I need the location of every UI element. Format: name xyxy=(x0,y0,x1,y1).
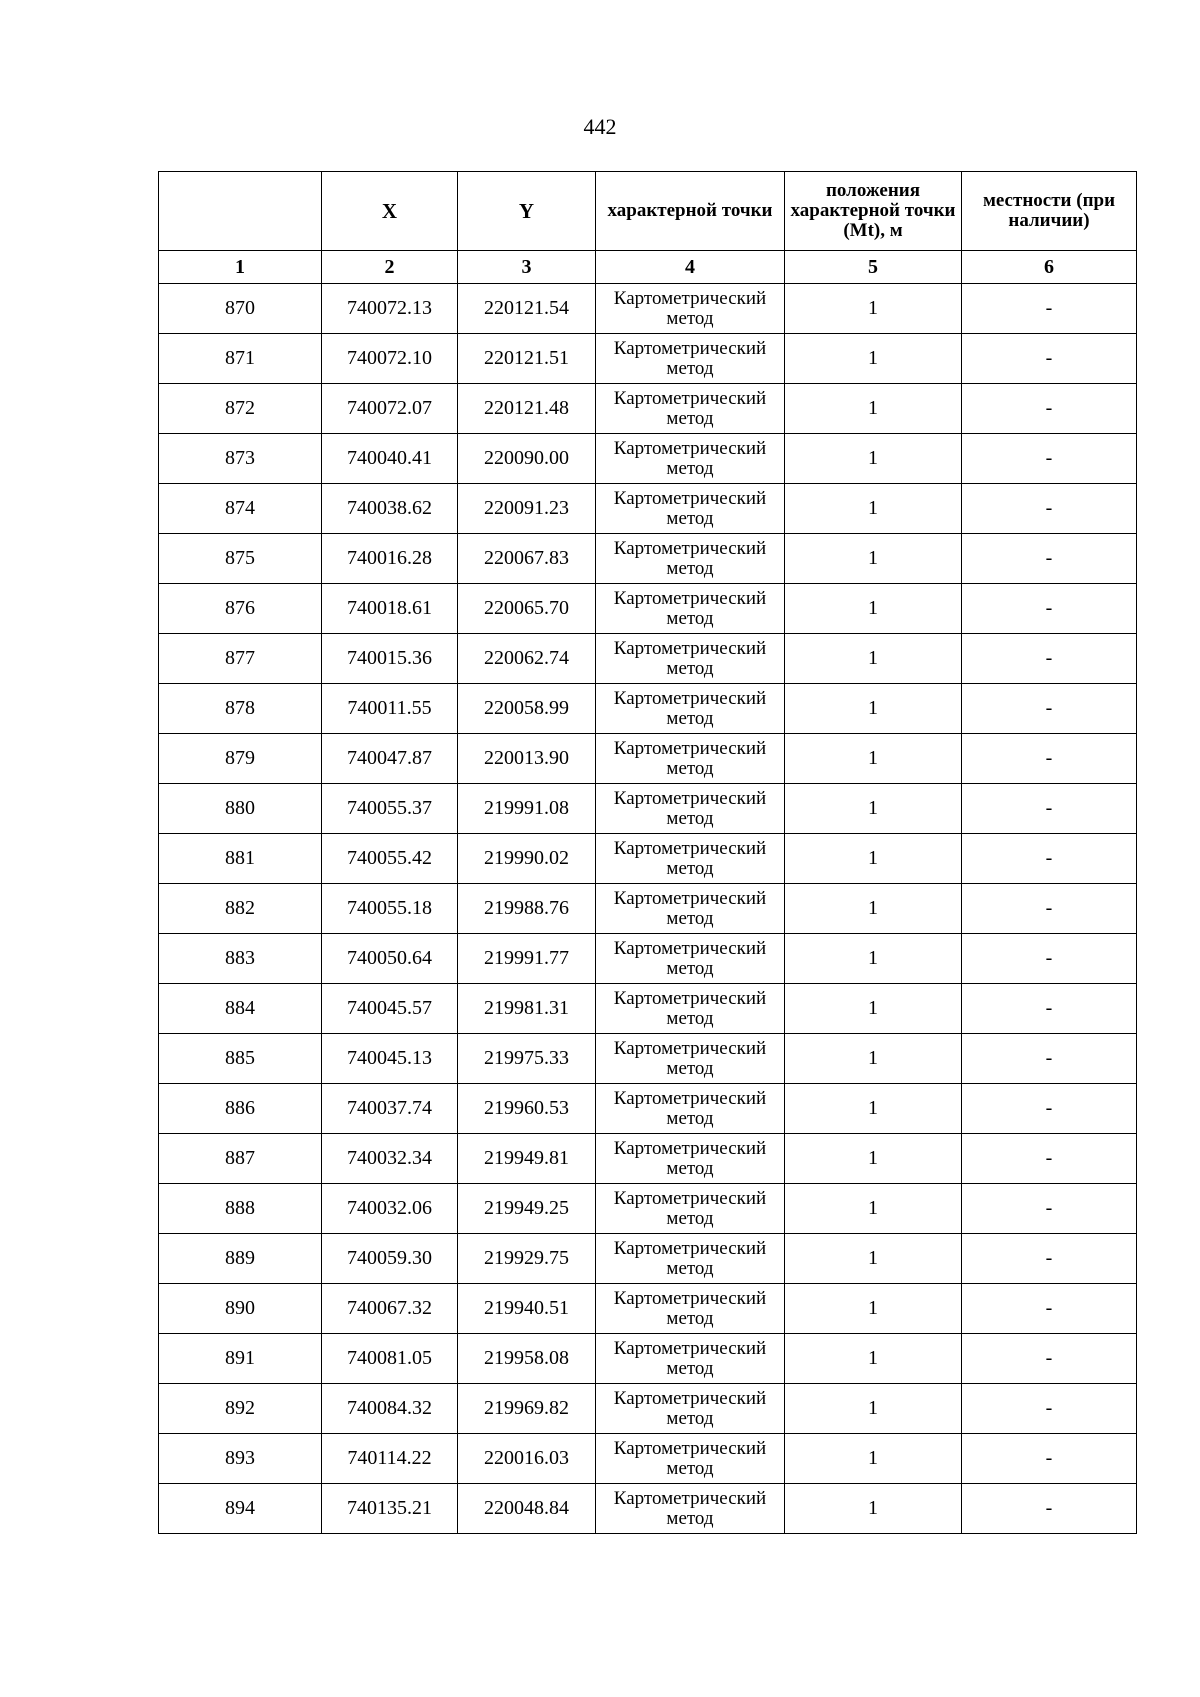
description-cell: - xyxy=(962,384,1137,434)
description-cell: - xyxy=(962,784,1137,834)
point-number-cell: 880 xyxy=(159,784,322,834)
point-number-cell: 888 xyxy=(159,1184,322,1234)
y-coordinate-cell: 220065.70 xyxy=(458,584,596,634)
y-coordinate-cell: 219975.33 xyxy=(458,1034,596,1084)
x-coordinate-cell: 740055.18 xyxy=(322,884,458,934)
table-row xyxy=(159,1134,1137,1184)
accuracy-cell: 1 xyxy=(785,1134,962,1184)
y-coordinate-cell: 219969.82 xyxy=(458,1384,596,1434)
method-cell: Картометрический метод xyxy=(596,634,785,684)
description-cell: - xyxy=(962,1484,1137,1534)
x-coordinate-cell: 740114.22 xyxy=(322,1434,458,1484)
y-coordinate-cell: 220121.51 xyxy=(458,334,596,384)
x-coordinate-cell: 740032.34 xyxy=(322,1134,458,1184)
method-cell: Картометрический метод xyxy=(596,584,785,634)
method-cell: Картометрический метод xyxy=(596,484,785,534)
method-cell: Картометрический метод xyxy=(596,784,785,834)
method-cell: Картометрический метод xyxy=(596,1084,785,1134)
x-coordinate-cell: 740072.07 xyxy=(322,384,458,434)
point-number-cell: 891 xyxy=(159,1334,322,1384)
y-coordinate-cell: 219949.81 xyxy=(458,1134,596,1184)
description-cell: - xyxy=(962,434,1137,484)
accuracy-cell: 1 xyxy=(785,384,962,434)
header-cell-x: X xyxy=(322,172,458,251)
point-number-cell: 884 xyxy=(159,984,322,1034)
accuracy-cell: 1 xyxy=(785,334,962,384)
y-coordinate-cell: 219991.77 xyxy=(458,934,596,984)
column-number: 1 xyxy=(159,251,322,284)
description-cell: - xyxy=(962,834,1137,884)
point-number-cell: 893 xyxy=(159,1434,322,1484)
column-number: 3 xyxy=(458,251,596,284)
y-coordinate-cell: 220091.23 xyxy=(458,484,596,534)
table-row xyxy=(159,984,1137,1034)
table-row xyxy=(159,1434,1137,1484)
description-cell: - xyxy=(962,1134,1137,1184)
x-coordinate-cell: 740081.05 xyxy=(322,1334,458,1384)
table-row xyxy=(159,384,1137,434)
y-coordinate-cell: 219940.51 xyxy=(458,1284,596,1334)
x-coordinate-cell: 740040.41 xyxy=(322,434,458,484)
y-coordinate-cell: 220062.74 xyxy=(458,634,596,684)
point-number-cell: 879 xyxy=(159,734,322,784)
column-number-row xyxy=(159,251,1137,284)
method-cell: Картометрический метод xyxy=(596,984,785,1034)
point-number-cell: 883 xyxy=(159,934,322,984)
description-cell: - xyxy=(962,934,1137,984)
description-cell: - xyxy=(962,1334,1137,1384)
point-number-cell: 873 xyxy=(159,434,322,484)
column-number: 5 xyxy=(785,251,962,284)
method-cell: Картометрический метод xyxy=(596,1134,785,1184)
point-number-cell: 889 xyxy=(159,1234,322,1284)
accuracy-cell: 1 xyxy=(785,1284,962,1334)
accuracy-cell: 1 xyxy=(785,284,962,334)
method-cell: Картометрический метод xyxy=(596,1034,785,1084)
method-cell: Картометрический метод xyxy=(596,384,785,434)
description-cell: - xyxy=(962,534,1137,584)
method-cell: Картометрический метод xyxy=(596,334,785,384)
point-number-cell: 870 xyxy=(159,284,322,334)
description-cell: - xyxy=(962,584,1137,634)
table-row xyxy=(159,1034,1137,1084)
table-row xyxy=(159,584,1137,634)
table-row xyxy=(159,1234,1137,1284)
point-number-cell: 886 xyxy=(159,1084,322,1134)
y-coordinate-cell: 220016.03 xyxy=(458,1434,596,1484)
description-cell: - xyxy=(962,1234,1137,1284)
method-cell: Картометрический метод xyxy=(596,534,785,584)
y-coordinate-cell: 219990.02 xyxy=(458,834,596,884)
x-coordinate-cell: 740059.30 xyxy=(322,1234,458,1284)
x-coordinate-cell: 740072.13 xyxy=(322,284,458,334)
page-number: 442 xyxy=(583,114,617,139)
y-coordinate-cell: 219991.08 xyxy=(458,784,596,834)
x-coordinate-cell: 740045.13 xyxy=(322,1034,458,1084)
y-coordinate-cell: 220090.00 xyxy=(458,434,596,484)
table-row xyxy=(159,1484,1137,1534)
description-cell: - xyxy=(962,284,1137,334)
description-cell: - xyxy=(962,734,1137,784)
table-row xyxy=(159,1384,1137,1434)
method-cell: Картометрический метод xyxy=(596,434,785,484)
point-number-cell: 894 xyxy=(159,1484,322,1534)
y-coordinate-cell: 219929.75 xyxy=(458,1234,596,1284)
accuracy-cell: 1 xyxy=(785,1384,962,1434)
y-coordinate-cell: 220121.54 xyxy=(458,284,596,334)
table-body xyxy=(159,284,1137,1534)
x-coordinate-cell: 740037.74 xyxy=(322,1084,458,1134)
table-row xyxy=(159,884,1137,934)
coordinates-table xyxy=(158,171,1137,1534)
column-number: 4 xyxy=(596,251,785,284)
header-cell-method: характерной точки xyxy=(596,172,785,251)
accuracy-cell: 1 xyxy=(785,934,962,984)
point-number-cell: 882 xyxy=(159,884,322,934)
table-row xyxy=(159,1334,1137,1384)
point-number-cell: 892 xyxy=(159,1384,322,1434)
accuracy-cell: 1 xyxy=(785,1184,962,1234)
x-coordinate-cell: 740015.36 xyxy=(322,634,458,684)
y-coordinate-cell: 219958.08 xyxy=(458,1334,596,1384)
x-coordinate-cell: 740055.42 xyxy=(322,834,458,884)
table-row xyxy=(159,634,1137,684)
accuracy-cell: 1 xyxy=(785,984,962,1034)
x-coordinate-cell: 740045.57 xyxy=(322,984,458,1034)
description-cell: - xyxy=(962,484,1137,534)
table-row xyxy=(159,784,1137,834)
table-row xyxy=(159,1284,1137,1334)
description-cell: - xyxy=(962,884,1137,934)
accuracy-cell: 1 xyxy=(785,1234,962,1284)
point-number-cell: 890 xyxy=(159,1284,322,1334)
accuracy-cell: 1 xyxy=(785,1084,962,1134)
header-cell-accuracy: положения характерной точки (Mt), м xyxy=(785,172,962,251)
method-cell: Картометрический метод xyxy=(596,934,785,984)
header-cell-point xyxy=(159,172,322,251)
table-row xyxy=(159,484,1137,534)
point-number-cell: 876 xyxy=(159,584,322,634)
table-row xyxy=(159,934,1137,984)
x-coordinate-cell: 740032.06 xyxy=(322,1184,458,1234)
method-cell: Картометрический метод xyxy=(596,834,785,884)
point-number-cell: 877 xyxy=(159,634,322,684)
point-number-cell: 878 xyxy=(159,684,322,734)
method-cell: Картометрический метод xyxy=(596,884,785,934)
x-coordinate-cell: 740047.87 xyxy=(322,734,458,784)
point-number-cell: 872 xyxy=(159,384,322,434)
description-cell: - xyxy=(962,1184,1137,1234)
method-cell: Картометрический метод xyxy=(596,734,785,784)
x-coordinate-cell: 740067.32 xyxy=(322,1284,458,1334)
description-cell: - xyxy=(962,1034,1137,1084)
header-cell-y: Y xyxy=(458,172,596,251)
method-cell: Картометрический метод xyxy=(596,1384,785,1434)
method-cell: Картометрический метод xyxy=(596,1484,785,1534)
point-number-cell: 874 xyxy=(159,484,322,534)
y-coordinate-cell: 219949.25 xyxy=(458,1184,596,1234)
y-coordinate-cell: 220058.99 xyxy=(458,684,596,734)
x-coordinate-cell: 740135.21 xyxy=(322,1484,458,1534)
table-row xyxy=(159,434,1137,484)
y-coordinate-cell: 219981.31 xyxy=(458,984,596,1034)
accuracy-cell: 1 xyxy=(785,1334,962,1384)
accuracy-cell: 1 xyxy=(785,734,962,784)
accuracy-cell: 1 xyxy=(785,434,962,484)
table-header-row xyxy=(159,172,1137,251)
x-coordinate-cell: 740050.64 xyxy=(322,934,458,984)
point-number-cell: 887 xyxy=(159,1134,322,1184)
description-cell: - xyxy=(962,1284,1137,1334)
description-cell: - xyxy=(962,334,1137,384)
method-cell: Картометрический метод xyxy=(596,1434,785,1484)
x-coordinate-cell: 740072.10 xyxy=(322,334,458,384)
point-number-cell: 881 xyxy=(159,834,322,884)
table-row xyxy=(159,834,1137,884)
method-cell: Картометрический метод xyxy=(596,1284,785,1334)
y-coordinate-cell: 219988.76 xyxy=(458,884,596,934)
method-cell: Картометрический метод xyxy=(596,684,785,734)
x-coordinate-cell: 740018.61 xyxy=(322,584,458,634)
y-coordinate-cell: 220121.48 xyxy=(458,384,596,434)
description-cell: - xyxy=(962,684,1137,734)
method-cell: Картометрический метод xyxy=(596,1234,785,1284)
y-coordinate-cell: 219960.53 xyxy=(458,1084,596,1134)
point-number-cell: 885 xyxy=(159,1034,322,1084)
description-cell: - xyxy=(962,984,1137,1034)
x-coordinate-cell: 740038.62 xyxy=(322,484,458,534)
accuracy-cell: 1 xyxy=(785,684,962,734)
column-number: 2 xyxy=(322,251,458,284)
description-cell: - xyxy=(962,1084,1137,1134)
table-row xyxy=(159,1084,1137,1134)
accuracy-cell: 1 xyxy=(785,784,962,834)
accuracy-cell: 1 xyxy=(785,884,962,934)
method-cell: Картометрический метод xyxy=(596,1334,785,1384)
x-coordinate-cell: 740016.28 xyxy=(322,534,458,584)
point-number-cell: 871 xyxy=(159,334,322,384)
table-row xyxy=(159,1184,1137,1234)
accuracy-cell: 1 xyxy=(785,484,962,534)
table-row xyxy=(159,734,1137,784)
method-cell: Картометрический метод xyxy=(596,284,785,334)
x-coordinate-cell: 740055.37 xyxy=(322,784,458,834)
accuracy-cell: 1 xyxy=(785,1034,962,1084)
table-row xyxy=(159,334,1137,384)
y-coordinate-cell: 220013.90 xyxy=(458,734,596,784)
accuracy-cell: 1 xyxy=(785,634,962,684)
accuracy-cell: 1 xyxy=(785,534,962,584)
accuracy-cell: 1 xyxy=(785,834,962,884)
description-cell: - xyxy=(962,1434,1137,1484)
method-cell: Картометрический метод xyxy=(596,1184,785,1234)
table-row xyxy=(159,284,1137,334)
y-coordinate-cell: 220048.84 xyxy=(458,1484,596,1534)
point-number-cell: 875 xyxy=(159,534,322,584)
accuracy-cell: 1 xyxy=(785,1484,962,1534)
table-row xyxy=(159,534,1137,584)
table-row xyxy=(159,684,1137,734)
accuracy-cell: 1 xyxy=(785,1434,962,1484)
accuracy-cell: 1 xyxy=(785,584,962,634)
x-coordinate-cell: 740084.32 xyxy=(322,1384,458,1434)
header-cell-description: местности (при наличии) xyxy=(962,172,1137,251)
x-coordinate-cell: 740011.55 xyxy=(322,684,458,734)
column-number: 6 xyxy=(962,251,1137,284)
description-cell: - xyxy=(962,1384,1137,1434)
y-coordinate-cell: 220067.83 xyxy=(458,534,596,584)
description-cell: - xyxy=(962,634,1137,684)
